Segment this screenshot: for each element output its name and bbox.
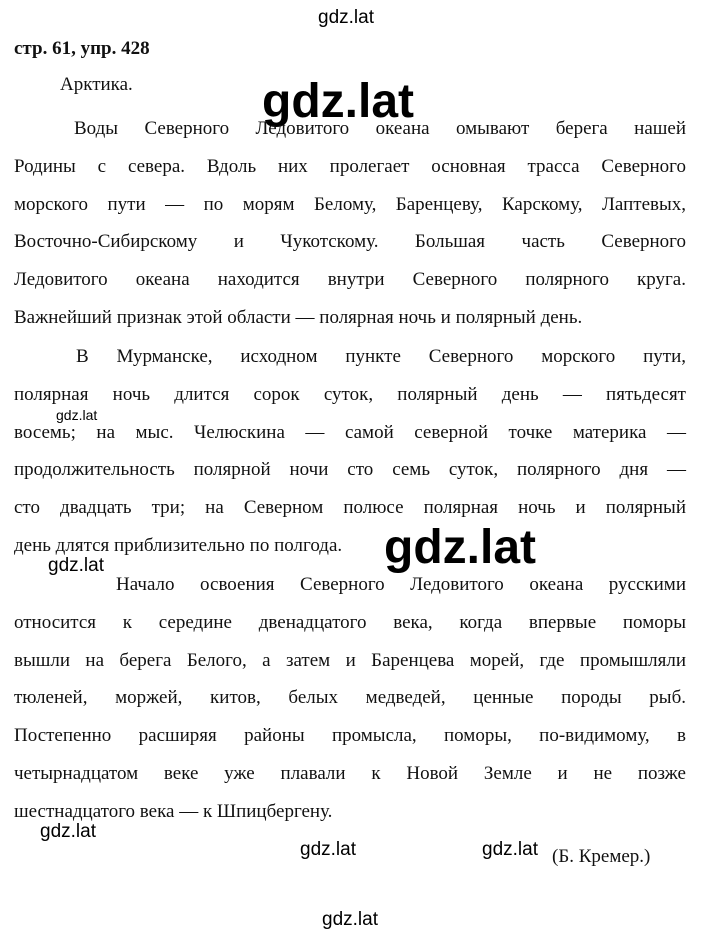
text-line: Начало освоения Северного Ледовитого океана русскими bbox=[116, 574, 686, 595]
text-line: Важнейший признак этой области — полярная ночь и полярный день. bbox=[14, 306, 583, 328]
text-line: полярная ночь длится сорок суток, полярный день — пятьдесят bbox=[14, 383, 686, 405]
watermark: gdz.lat bbox=[48, 555, 104, 576]
text-line: четырнадцатом веке уже плавали к Новой Земле и не позже bbox=[14, 762, 686, 784]
watermark: gdz.lat bbox=[318, 7, 374, 28]
watermark: gdz.lat bbox=[40, 821, 96, 842]
text-line: В Мурманске, исходном пункте Северного морского пути, bbox=[76, 346, 686, 367]
watermark: gdz.lat bbox=[322, 909, 378, 930]
paragraph-1 bbox=[14, 110, 686, 337]
text-line: шестнадцатого века — к Шпицбергену. bbox=[14, 800, 333, 822]
watermark: gdz.lat bbox=[56, 407, 98, 423]
paragraph-3 bbox=[14, 566, 686, 831]
text-line: Родины с севера. Вдоль них пролегает основная трасса Северного bbox=[14, 155, 686, 177]
text-line: относится к середине двенадцатого века, когда впервые поморы bbox=[14, 611, 686, 633]
text-line: сто двадцать три; на Северном полюсе полярная ночь и полярный bbox=[14, 497, 686, 519]
text-line: Восточно-Сибирскому и Чукотскому. Большая часть Северного bbox=[14, 231, 686, 253]
exercise-header: стр. 61, упр. 428 bbox=[14, 38, 150, 59]
text-line: Воды Северного Ледовитого океана омывают берега нашей bbox=[74, 118, 686, 139]
watermark-large: gdz.lat bbox=[262, 75, 414, 128]
text-line: Постепенно расширяя районы промысла, поморы, по-видимому, в bbox=[14, 725, 686, 747]
watermark: gdz.lat bbox=[482, 839, 538, 860]
watermark-large: gdz.lat bbox=[384, 521, 536, 574]
watermark: gdz.lat bbox=[300, 839, 356, 860]
author-signature: (Б. Кремер.) bbox=[552, 846, 651, 867]
text-line: восемь; на мыс. Челюскина — самой северной точке материка — bbox=[14, 421, 686, 443]
text-line: Ледовитого океана находится внутри Северного полярного круга. bbox=[14, 269, 686, 291]
text-line: продолжительность полярной ночи сто семь суток, полярного дня — bbox=[14, 459, 686, 481]
text-line: морского пути — по морям Белому, Баренцеву, Карскому, Лаптевых, bbox=[14, 193, 686, 215]
paragraph-2 bbox=[14, 338, 686, 565]
text-line: тюленей, моржей, китов, белых медведей, ценные породы рыб. bbox=[14, 687, 686, 709]
text-line: вышли на берега Белого, а затем и Баренцева морей, где промышляли bbox=[14, 649, 686, 671]
text-line: день длятся приблизительно по полгода. bbox=[14, 534, 343, 556]
text-title: Арктика. bbox=[60, 74, 133, 95]
